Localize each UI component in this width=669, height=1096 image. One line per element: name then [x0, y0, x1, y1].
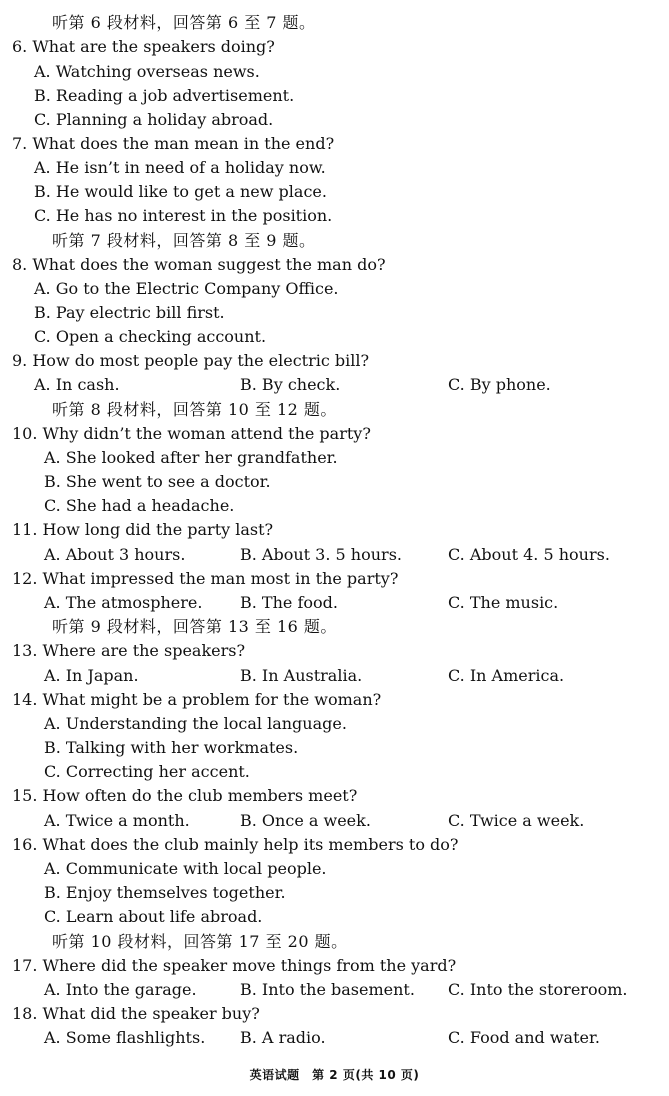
section-heading: 听第 8 段材料，回答第 10 至 12 题。	[52, 400, 337, 419]
question-16-option-c: C. Learn about life abroad.	[44, 907, 263, 926]
section-heading: 听第 10 段材料，回答第 17 至 20 题。	[52, 932, 348, 951]
question-12-stem: 12. What impressed the man most in the party?	[12, 569, 399, 588]
question-18-options	[0, 1026, 669, 1050]
question-7-option-c: C. He has no interest in the position.	[34, 206, 333, 225]
question-12-option-c: C. The music.	[448, 593, 559, 612]
question-6-stem: 6. What are the speakers doing?	[12, 37, 275, 56]
question-9-stem: 9. How do most people pay the electric bill?	[12, 351, 370, 370]
question-15-options	[0, 809, 669, 833]
question-10-option-b: B. She went to see a doctor.	[44, 472, 271, 491]
question-14-option-c: C. Correcting her accent.	[44, 762, 250, 781]
question-10-option-a: A. She looked after her grandfather.	[44, 448, 338, 467]
question-11-option-b: B. About 3. 5 hours.	[240, 545, 402, 564]
question-8-option-a: A. Go to the Electric Company Office.	[34, 279, 339, 298]
question-9-option-c: C. By phone.	[448, 375, 551, 394]
question-8-option-b: B. Pay electric bill first.	[34, 303, 225, 322]
question-15-option-c: C. Twice a week.	[448, 811, 585, 830]
question-6-option-a: A. Watching overseas news.	[34, 62, 260, 81]
question-11-option-c: C. About 4. 5 hours.	[448, 545, 610, 564]
section-heading: 听第 7 段材料，回答第 8 至 9 题。	[52, 231, 316, 250]
section-heading: 听第 6 段材料，回答第 6 至 7 题。	[52, 13, 316, 32]
question-10-stem: 10. Why didn’t the woman attend the party?	[12, 424, 371, 443]
question-11-options	[0, 543, 669, 567]
question-11-option-a: A. About 3 hours.	[44, 545, 186, 564]
question-16-option-a: A. Communicate with local people.	[44, 859, 327, 878]
question-9-option-b: B. By check.	[240, 375, 341, 394]
question-14-option-a: A. Understanding the local language.	[44, 714, 347, 733]
question-15-option-b: B. Once a week.	[240, 811, 371, 830]
question-13-stem: 13. Where are the speakers?	[12, 641, 246, 660]
question-18-option-b: B. A radio.	[240, 1028, 326, 1047]
section-heading: 听第 9 段材料，回答第 13 至 16 题。	[52, 617, 337, 636]
question-6-option-c: C. Planning a holiday abroad.	[34, 110, 274, 129]
question-18-option-c: C. Food and water.	[448, 1028, 600, 1047]
question-15-stem: 15. How often do the club members meet?	[12, 786, 358, 805]
question-12-option-a: A. The atmosphere.	[44, 593, 203, 612]
question-7-stem: 7. What does the man mean in the end?	[12, 134, 335, 153]
question-7-option-a: A. He isn’t in need of a holiday now.	[34, 158, 326, 177]
page-footer: 英语试题 第 2 页(共 10 页)	[249, 1068, 420, 1082]
question-6-option-b: B. Reading a job advertisement.	[34, 86, 295, 105]
question-18-option-a: A. Some flashlights.	[44, 1028, 206, 1047]
question-12-option-b: B. The food.	[240, 593, 338, 612]
question-9-option-a: A. In cash.	[34, 375, 120, 394]
question-17-options	[0, 978, 669, 1002]
question-18-stem: 18. What did the speaker buy?	[12, 1004, 260, 1023]
question-9-options	[0, 373, 669, 397]
question-13-option-b: B. In Australia.	[240, 666, 363, 685]
question-16-stem: 16. What does the club mainly help its members to do?	[12, 835, 459, 854]
question-15-option-a: A. Twice a month.	[44, 811, 190, 830]
question-7-option-b: B. He would like to get a new place.	[34, 182, 327, 201]
question-13-option-c: C. In America.	[448, 666, 565, 685]
question-12-options	[0, 591, 669, 615]
question-17-option-c: C. Into the storeroom.	[448, 980, 628, 999]
question-17-option-b: B. Into the basement.	[240, 980, 415, 999]
question-11-stem: 11. How long did the party last?	[12, 520, 274, 539]
question-13-option-a: A. In Japan.	[44, 666, 139, 685]
question-13-options	[0, 664, 669, 688]
question-10-option-c: C. She had a headache.	[44, 496, 235, 515]
question-16-option-b: B. Enjoy themselves together.	[44, 883, 286, 902]
question-17-option-a: A. Into the garage.	[44, 980, 197, 999]
question-8-option-c: C. Open a checking account.	[34, 327, 267, 346]
question-17-stem: 17. Where did the speaker move things from the yard?	[12, 956, 457, 975]
question-14-option-b: B. Talking with her workmates.	[44, 738, 299, 757]
question-8-stem: 8. What does the woman suggest the man do?	[12, 255, 386, 274]
question-14-stem: 14. What might be a problem for the woman?	[12, 690, 382, 709]
